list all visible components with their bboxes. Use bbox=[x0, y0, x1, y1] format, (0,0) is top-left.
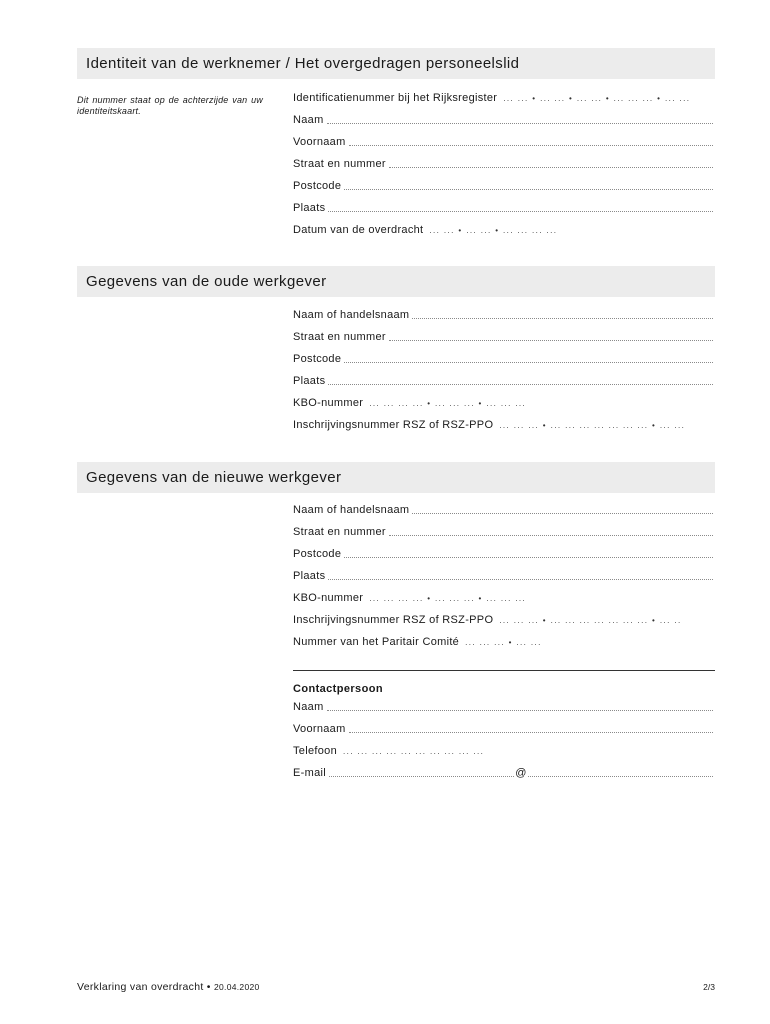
old-handelsnaam-line[interactable] bbox=[412, 318, 713, 319]
old-rsz-field[interactable] bbox=[293, 419, 713, 441]
new-plaats-label: Plaats bbox=[293, 570, 326, 582]
contact-telefoon-field[interactable] bbox=[293, 745, 713, 767]
old-postcode-line[interactable] bbox=[344, 362, 713, 363]
contact-naam-line[interactable] bbox=[327, 710, 713, 711]
rijksregister-label: Identificatienummer bij het Rijksregister bbox=[293, 92, 498, 104]
old-employer-fields bbox=[293, 309, 713, 441]
section-header-old-employer: Gegevens van de oude werkgever bbox=[77, 266, 715, 297]
contact-email-domain-line[interactable] bbox=[528, 776, 713, 777]
new-handelsnaam-field[interactable] bbox=[293, 504, 713, 526]
old-handelsnaam-label: Naam of handelsnaam bbox=[293, 309, 410, 321]
footer-title bbox=[77, 981, 260, 993]
contact-naam-label: Naam bbox=[293, 701, 324, 713]
section-header-new-employer: Gegevens van de nieuwe werkgever bbox=[77, 462, 715, 493]
employee-postcode-line[interactable] bbox=[344, 189, 713, 190]
id-card-note: Dit nummer staat op de achterzijde van uw identiteitskaart. bbox=[77, 95, 263, 116]
contact-telefoon-mask: ... ... ... ... ... ... ... ... ... ... bbox=[343, 747, 485, 756]
employee-voornaam-line[interactable] bbox=[349, 145, 713, 146]
new-postcode-line[interactable] bbox=[344, 557, 713, 558]
employee-fields bbox=[293, 92, 713, 246]
employee-naam-field[interactable] bbox=[293, 114, 713, 136]
old-rsz-mask: ... ... ... • ... ... ... ... ... ... ... • ... ... bbox=[499, 421, 686, 430]
paritair-comite-field[interactable] bbox=[293, 636, 713, 658]
new-rsz-mask: ... ... ... • ... ... ... ... ... ... ... • ... .. bbox=[499, 616, 682, 625]
contact-email-local-line[interactable] bbox=[329, 776, 514, 777]
old-kbo-mask: ... ... ... ... • ... ... ... • ... ... ... bbox=[369, 399, 527, 408]
contact-voornaam-line[interactable] bbox=[349, 732, 713, 733]
new-kbo-mask: ... ... ... ... • ... ... ... • ... ... ... bbox=[369, 594, 527, 603]
paritair-comite-mask: ... ... ... • ... ... bbox=[465, 638, 542, 647]
contact-fields bbox=[293, 701, 713, 789]
new-plaats-field[interactable] bbox=[293, 570, 713, 592]
old-kbo-label: KBO-nummer bbox=[293, 397, 364, 409]
employee-naam-label: Naam bbox=[293, 114, 324, 126]
old-plaats-label: Plaats bbox=[293, 375, 326, 387]
old-straat-line[interactable] bbox=[389, 340, 713, 341]
new-kbo-label: KBO-nummer bbox=[293, 592, 364, 604]
new-straat-field[interactable] bbox=[293, 526, 713, 548]
old-postcode-label: Postcode bbox=[293, 353, 342, 365]
overdracht-datum-label: Datum van de overdracht bbox=[293, 224, 424, 236]
overdracht-datum-field[interactable] bbox=[293, 224, 713, 246]
old-handelsnaam-field[interactable] bbox=[293, 309, 713, 331]
new-plaats-line[interactable] bbox=[328, 579, 713, 580]
new-handelsnaam-label: Naam of handelsnaam bbox=[293, 504, 410, 516]
employee-straat-field[interactable] bbox=[293, 158, 713, 180]
employee-naam-line[interactable] bbox=[327, 123, 713, 124]
email-at-sign: @ bbox=[515, 767, 527, 779]
contact-naam-field[interactable] bbox=[293, 701, 713, 723]
new-rsz-label: Inschrijvingsnummer RSZ of RSZ-PPO bbox=[293, 614, 494, 626]
overdracht-datum-mask: ... ... • ... ... • ... ... ... ... bbox=[429, 226, 558, 235]
new-postcode-field[interactable] bbox=[293, 548, 713, 570]
old-postcode-field[interactable] bbox=[293, 353, 713, 375]
old-straat-field[interactable] bbox=[293, 331, 713, 353]
contact-divider bbox=[293, 670, 715, 671]
new-kbo-field[interactable] bbox=[293, 592, 713, 614]
page-number: 2/3 bbox=[703, 982, 715, 992]
old-plaats-line[interactable] bbox=[328, 384, 713, 385]
contact-telefoon-label: Telefoon bbox=[293, 745, 337, 757]
new-employer-fields bbox=[293, 504, 713, 658]
contact-email-field[interactable] bbox=[293, 767, 713, 789]
contact-voornaam-field[interactable] bbox=[293, 723, 713, 745]
contact-email-label: E-mail bbox=[293, 767, 326, 779]
paritair-comite-label: Nummer van het Paritair Comité bbox=[293, 636, 460, 648]
employee-plaats-label: Plaats bbox=[293, 202, 326, 214]
old-rsz-label: Inschrijvingsnummer RSZ of RSZ-PPO bbox=[293, 419, 494, 431]
footer-bullet: • bbox=[206, 981, 211, 993]
new-straat-label: Straat en nummer bbox=[293, 526, 386, 538]
employee-straat-label: Straat en nummer bbox=[293, 158, 386, 170]
employee-voornaam-field[interactable] bbox=[293, 136, 713, 158]
rijksregister-mask: ... ... • ... ... • ... ... • ... ... ... • ... ... bbox=[503, 94, 691, 103]
contact-voornaam-label: Voornaam bbox=[293, 723, 346, 735]
employee-straat-line[interactable] bbox=[389, 167, 713, 168]
old-straat-label: Straat en nummer bbox=[293, 331, 386, 343]
new-straat-line[interactable] bbox=[389, 535, 713, 536]
new-rsz-field[interactable] bbox=[293, 614, 713, 636]
new-postcode-label: Postcode bbox=[293, 548, 342, 560]
contact-heading: Contactpersoon bbox=[293, 683, 383, 695]
section-header-employee: Identiteit van de werknemer / Het overgedragen personeelslid bbox=[77, 48, 715, 79]
employee-voornaam-label: Voornaam bbox=[293, 136, 346, 148]
employee-plaats-field[interactable] bbox=[293, 202, 713, 224]
employee-plaats-line[interactable] bbox=[328, 211, 713, 212]
footer-date: 20.04.2020 bbox=[214, 982, 260, 992]
employee-postcode-field[interactable] bbox=[293, 180, 713, 202]
old-plaats-field[interactable] bbox=[293, 375, 713, 397]
footer-document-title: Verklaring van overdracht bbox=[77, 981, 204, 993]
rijksregister-field[interactable] bbox=[293, 92, 713, 114]
new-handelsnaam-line[interactable] bbox=[412, 513, 713, 514]
employee-postcode-label: Postcode bbox=[293, 180, 342, 192]
old-kbo-field[interactable] bbox=[293, 397, 713, 419]
